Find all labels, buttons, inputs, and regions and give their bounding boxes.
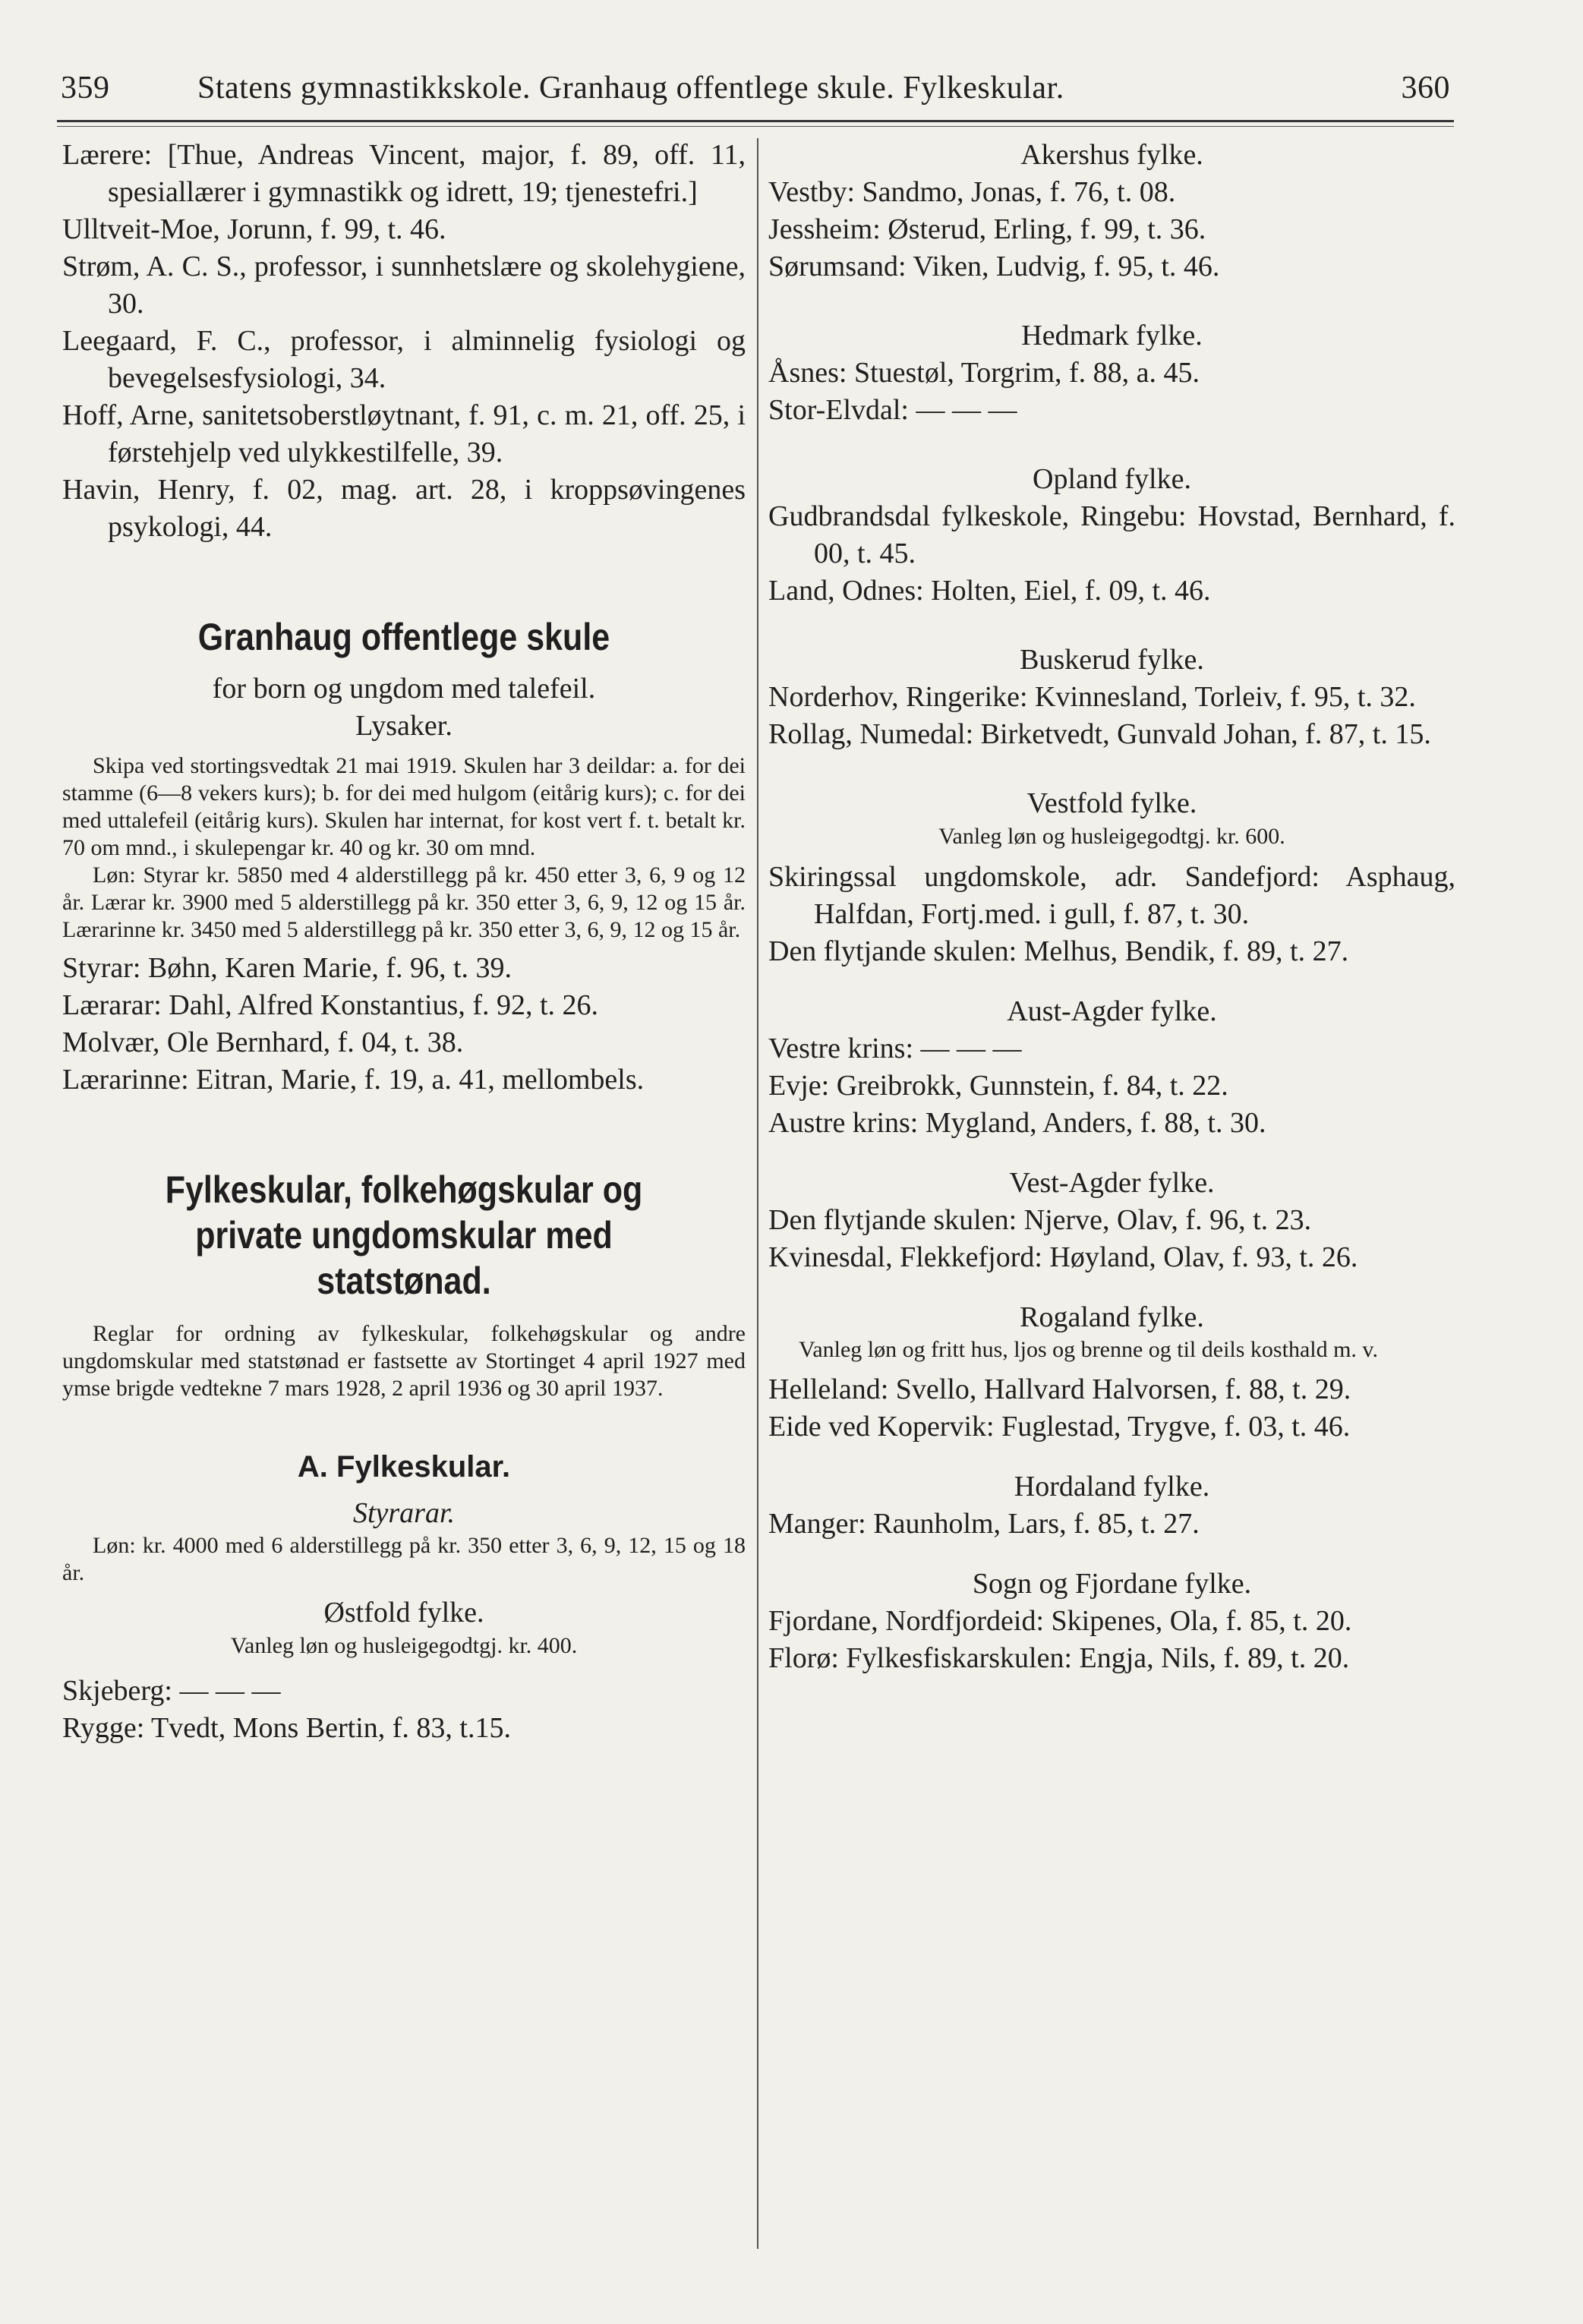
page-number-right: 360: [1401, 71, 1450, 106]
entry-gudbrandsdal: Gudbrandsdal fylkeskole, Ringebu: Hovstad, Bernhard, f. 00, t. 45.: [768, 500, 1455, 569]
section-vest-agder: Vest-Agder fylke.: [1009, 1167, 1215, 1199]
fylkeskular-subheading: A. Fylkeskular.: [297, 1450, 511, 1484]
entry-sorumsand: Sørumsand: Viken, Ludvig, f. 95, t. 46.: [768, 251, 1220, 282]
column-divider: [757, 138, 758, 2249]
entry-helleland: Helleland: Svello, Hallvard Halvorsen, f. 88, t. 29.: [768, 1373, 1351, 1405]
entry-rygge: Rygge: Tvedt, Mons Bertin, f. 83, t.15.: [62, 1712, 511, 1744]
entry-ulltveit-moe: Ulltveit-Moe, Jorunn, f. 99, t. 46.: [62, 213, 446, 245]
header-rule: [57, 120, 1454, 122]
entry-thue: Lærere: [Thue, Andreas Vincent, major, f. 89, off. 11, spesiallærer i gymnastikk og idrett, 19; tjenestefri.]: [62, 139, 746, 208]
entry-jessheim: Jessheim: Østerud, Erling, f. 99, t. 36.: [768, 213, 1206, 245]
granhaug-location: Lysaker.: [355, 710, 453, 742]
ostfold-note: Vanleg løn og husleigegodtgj. kr. 400.: [230, 1633, 578, 1658]
entry-skiringssal: Skiringssal ungdomskole, adr. Sandefjord: Asphaug, Halfdan, Fortj.med. i gull, f. 87, t. 30.: [768, 861, 1455, 930]
entry-manger: Manger: Raunholm, Lars, f. 85, t. 27.: [768, 1508, 1200, 1540]
entry-fjordane: Fjordane, Nordfjordeid: Skipenes, Ola, f. 85, t. 20.: [768, 1605, 1352, 1637]
section-vestfold: Vestfold fylke.: [1026, 787, 1197, 819]
section-hordaland: Hordaland fylke.: [1014, 1471, 1210, 1503]
entry-stor-elvdal: Stor-Elvdal: — — —: [768, 394, 1017, 426]
entry-evje: Evje: Greibrokk, Gunnstein, f. 84, t. 22.: [768, 1070, 1228, 1102]
entry-asnes: Åsnes: Stuestøl, Torgrim, f. 88, a. 45.: [768, 357, 1200, 389]
rogaland-note: Vanleg løn og fritt hus, ljos og brenne og til deils kosthald m. v.: [799, 1337, 1378, 1362]
page-header: [61, 70, 1450, 115]
entry-kvinesdal: Kvinesdal, Flekkefjord: Høyland, Olav, f. 93, t. 26.: [768, 1241, 1358, 1273]
entry-eide: Eide ved Kopervik: Fuglestad, Trygve, f. 03, t. 46.: [768, 1411, 1351, 1443]
entry-hoff: Hoff, Arne, sanitetsoberstløytnant, f. 91, c. m. 21, off. 25, i førstehjelp ved ulykkestilfelle, 39.: [62, 399, 746, 468]
entry-norderhov: Norderhov, Ringerike: Kvinnesland, Torleiv, f. 95, t. 32.: [768, 681, 1416, 713]
section-sogn-fjordane: Sogn og Fjordane fylke.: [972, 1568, 1252, 1600]
section-rogaland: Rogaland fylke.: [1020, 1301, 1204, 1333]
page-number-left: 359: [61, 71, 110, 106]
granhaug-description: Skipa ved stortingsvedtak 21 mai 1919. Skulen har 3 deildar: a. for dei stamme (6—8 vekers kurs); b. for dei med hulgom (eitårig kurs); c. for dei med uttalefeil (eitårig kurs). Skulen har internat, for kost vert f. t. betalt kr. 70 om mnd., i skulepengar kr. 40 og kr. 30 om mnd.: [62, 753, 746, 860]
entry-melhus: Den flytjande skulen: Melhus, Bendik, f. 89, t. 27.: [768, 935, 1349, 967]
left-column: [62, 137, 746, 1747]
section-opland: Opland fylke.: [1033, 463, 1191, 495]
ostfold-heading: Østfold fylke.: [323, 1597, 484, 1629]
section-akershus: Akershus fylke.: [1020, 139, 1203, 171]
entry-molvaer: Molvær, Ole Bernhard, f. 04, t. 38.: [62, 1026, 464, 1058]
running-title: Statens gymnastikkskole. Granhaug offentlege skule. Fylkeskular.: [197, 71, 1064, 106]
entry-eitran: Lærarinne: Eitran, Marie, f. 19, a. 41, mellombels.: [62, 1064, 645, 1096]
entry-rollag: Rollag, Numedal: Birketvedt, Gunvald Johan, f. 87, t. 15.: [768, 718, 1431, 750]
entry-strom: Strøm, A. C. S., professor, i sunnhetslære og skolehygiene, 30.: [62, 251, 746, 320]
entry-leegaard: Leegaard, F. C., professor, i alminnelig fysiologi og bevegelsesfysiologi, 34.: [62, 325, 746, 394]
granhaug-subtitle: for born og ungdom med talefeil.: [212, 673, 596, 705]
entry-skjeberg: Skjeberg: — — —: [62, 1675, 281, 1707]
granhaug-salary: Løn: Styrar kr. 5850 med 4 alderstillegg på kr. 450 etter 3, 6, 9 og 12 år. Lærar kr. 3900 med 5 alderstillegg på kr. 350 etter 3, 6, 9, 12 og 15 år. Lærarinne kr. 3450 med 5 alderstillegg på kr. 350 etter 3, 6, 9, 12 og 15 år.: [62, 862, 746, 942]
entry-vestby: Vestby: Sandmo, Jonas, f. 76, t. 08.: [768, 176, 1176, 208]
entry-dahl: Lærarar: Dahl, Alfred Konstantius, f. 92, t. 26.: [62, 989, 599, 1021]
section-aust-agder: Aust-Agder fylke.: [1007, 995, 1217, 1027]
entry-havin: Havin, Henry, f. 02, mag. art. 28, i kroppsøvingenes psykologi, 44.: [62, 474, 746, 543]
entry-njerve: Den flytjande skulen: Njerve, Olav, f. 96, t. 23.: [768, 1204, 1312, 1236]
section-hedmark: Hedmark fylke.: [1021, 320, 1203, 352]
entry-vestre-krins: Vestre krins: — — —: [768, 1033, 1022, 1064]
vestfold-note: Vanleg løn og husleigegodtgj. kr. 600.: [938, 824, 1285, 849]
header-rule-thin: [57, 126, 1454, 127]
entry-floro: Florø: Fylkesfiskarskulen: Engja, Nils, f. 89, t. 20.: [768, 1642, 1350, 1674]
granhaug-heading: Granhaug offentlege skule: [197, 616, 610, 658]
section-buskerud: Buskerud fylke.: [1020, 644, 1204, 676]
fylkeskular-heading: Fylkeskular, folkehøgskular og private ungdomskular med statstønad.: [165, 1168, 643, 1302]
styrarar-salary: Løn: kr. 4000 med 6 alderstillegg på kr. 350 etter 3, 6, 9, 12, 15 og 18 år.: [62, 1533, 746, 1585]
fylkeskular-rules: Reglar for ordning av fylkeskular, folkehøgskular og andre ungdomskular med statstønad er fastsette av Stortinget 4 april 1927 med ymse brigde vedtekne 7 mars 1928, 2 april 1936 og 30 april 1937.: [62, 1321, 746, 1401]
entry-austre-krins: Austre krins: Mygland, Anders, f. 88, t. 30.: [768, 1107, 1266, 1139]
right-column: [768, 137, 1455, 1677]
styrarar-heading: Styrarar.: [352, 1497, 456, 1529]
entry-land-odnes: Land, Odnes: Holten, Eiel, f. 09, t. 46.: [768, 575, 1211, 607]
entry-bohn: Styrar: Bøhn, Karen Marie, f. 96, t. 39.: [62, 952, 512, 984]
